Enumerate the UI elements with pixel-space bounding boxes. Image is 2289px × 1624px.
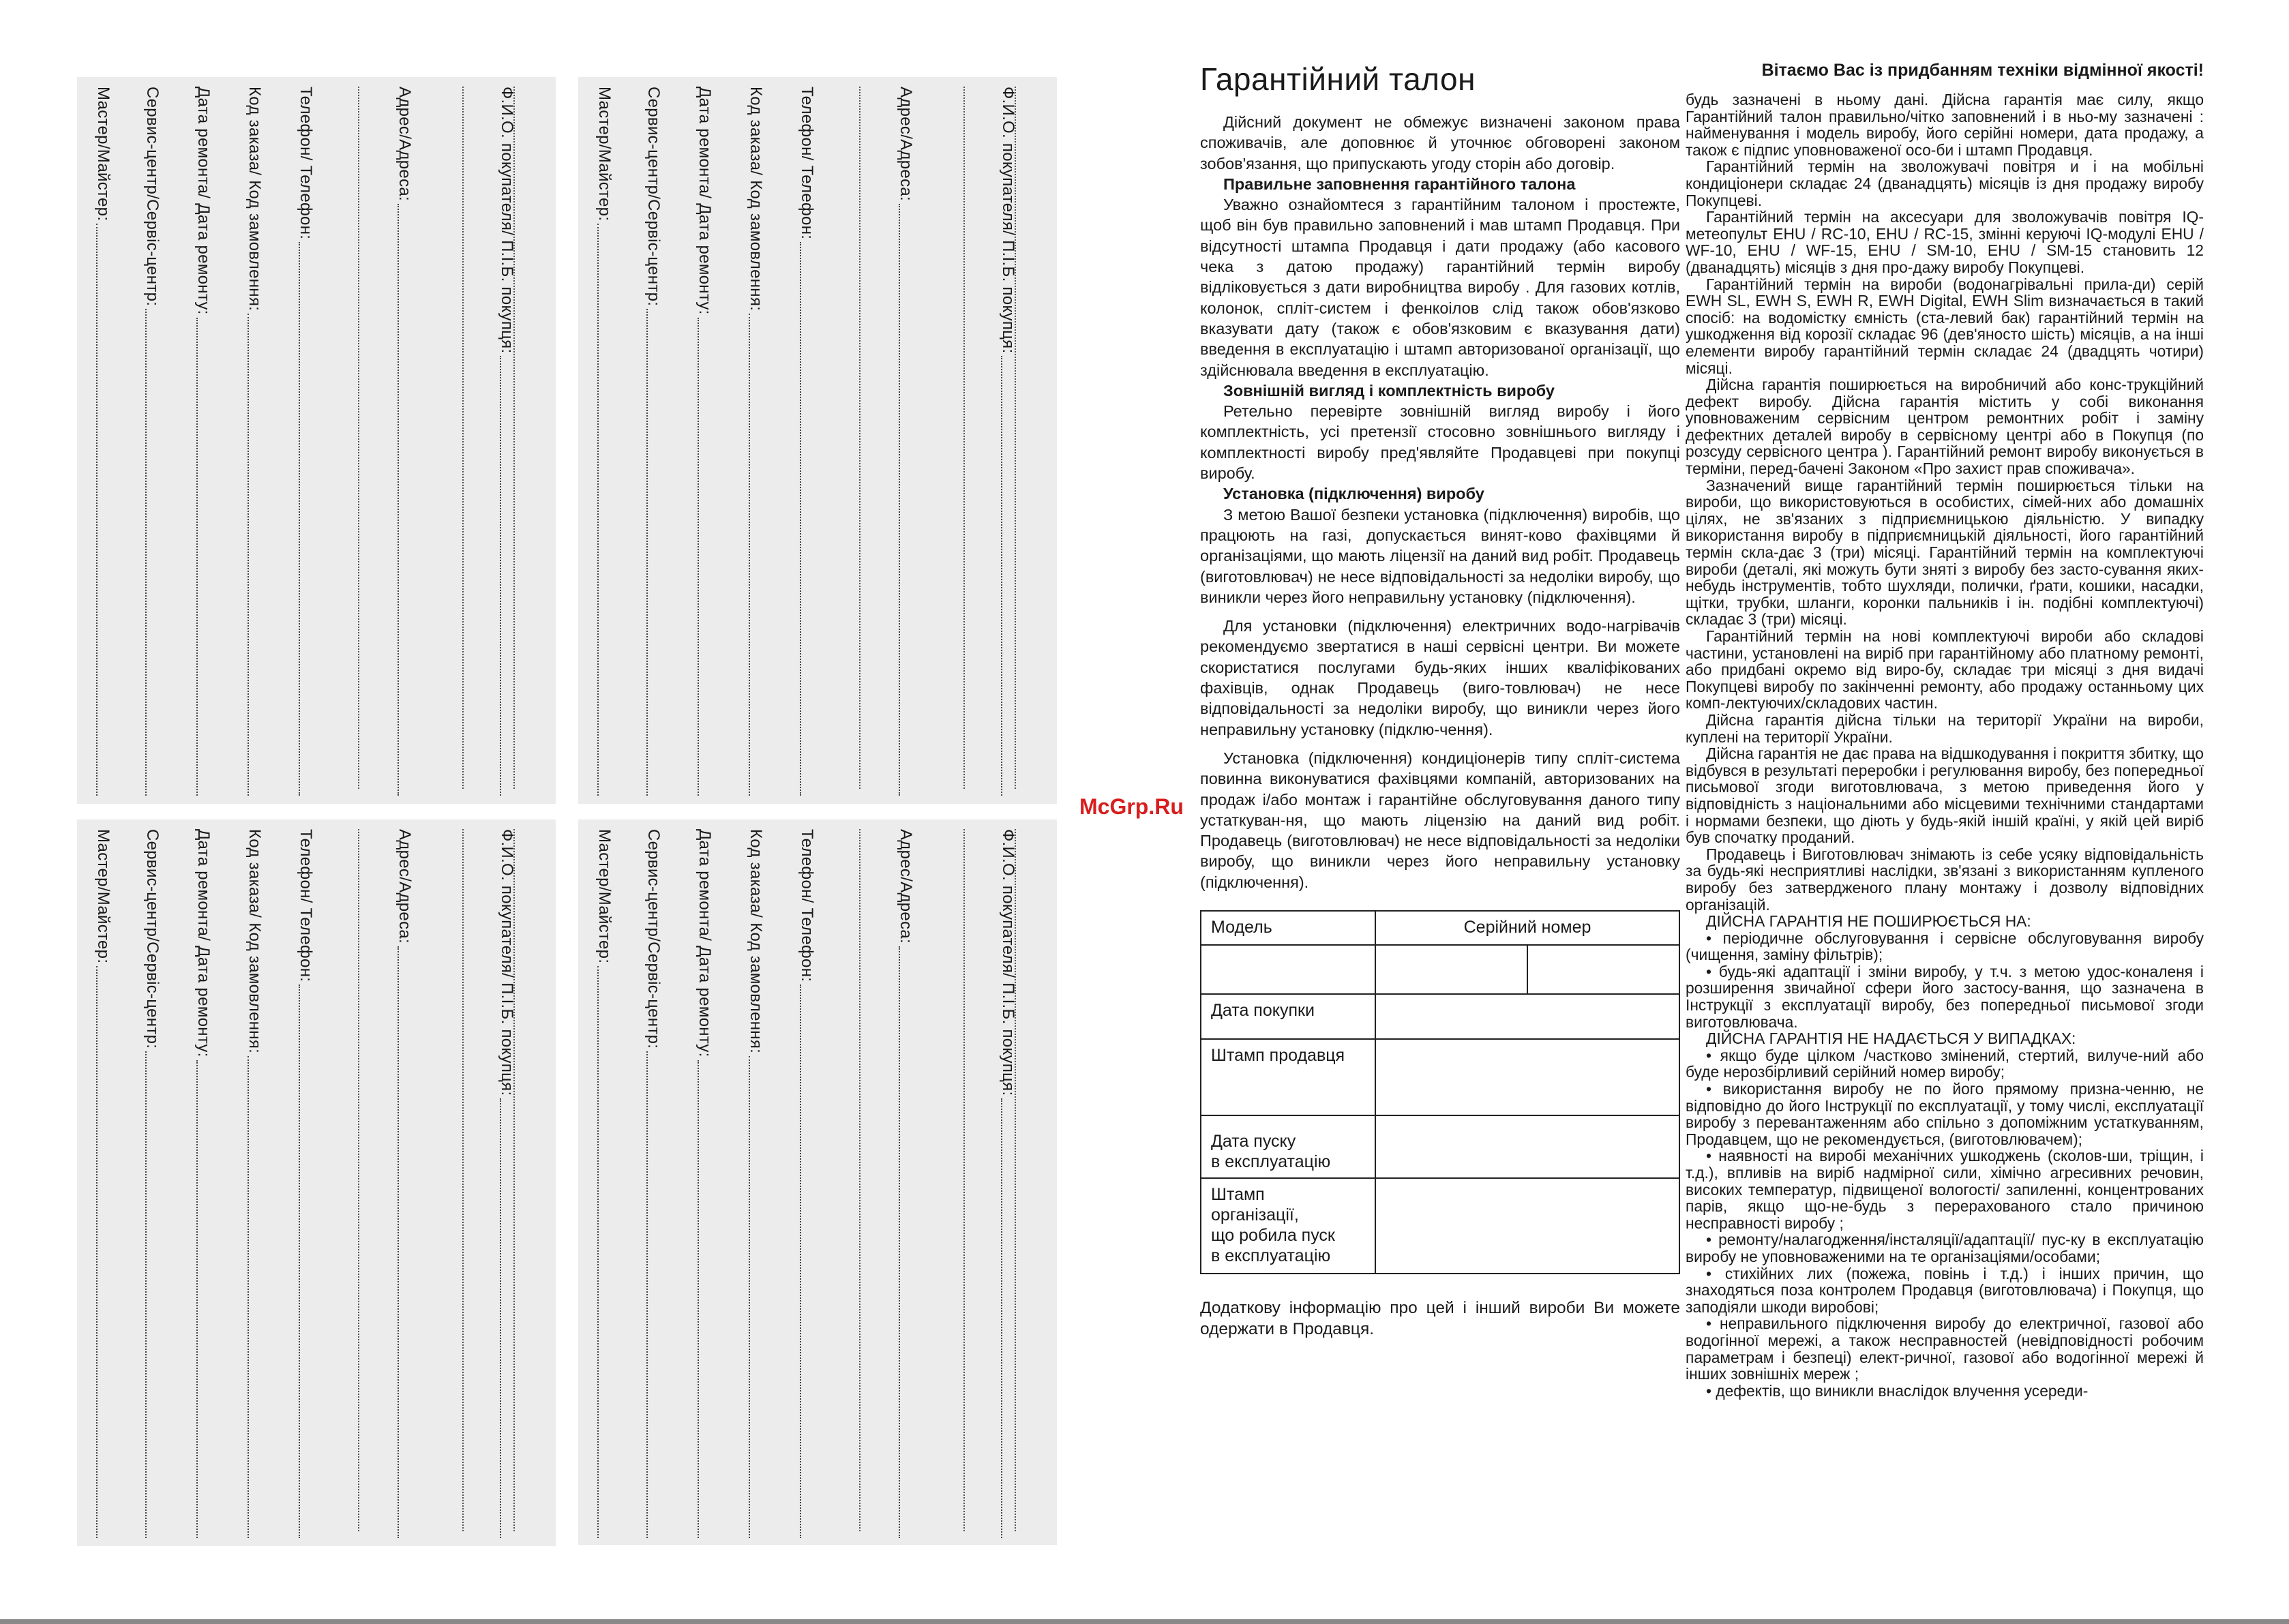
terms-list-item: • наявності на виробі механічних ушкоджень (сколов-ши, тріщин, і т.д.), впливів на виріб надмірної сили, хімічно агресивних речовин, високих температур, підвищеної вологості/ запиленні, концентрованих парів, якщо що-не-будь з перерахованого стало причиною несправності виробу ; xyxy=(1686,1147,2204,1232)
coupon-field-repair-date[interactable] xyxy=(190,829,217,1538)
greeting-heading: Вітаємо Вас із придбанням техніки відмінної якості! xyxy=(1761,61,2204,80)
section-heading-appearance: Зовнішній вигляд і комплектність виробу xyxy=(1223,381,1555,400)
section-text-filling: Уважно ознайомтеся з гарантійним талоном і простежте, щоб він був правильно заповнений і мав штамп Продавця. При відсутності штампа Продавця і дати продажу (або касового чека з датою продажу) гарантійний термін виробу відліковується з дати виробництва виробу . Для газових котлів, колонок, спліт-систем і фенкоілов слід також обов'язково вказувати дату (також є обов'язковим є вказування дати) введення в експлуатацію і штамп авторизованої організації, що здійснювала введення в експлуатацію. xyxy=(1200,196,1680,379)
coupon-field-phone[interactable] xyxy=(292,87,319,796)
coupon-field-service-center[interactable] xyxy=(640,87,667,796)
coupon-label-phone: Телефон/ Телефон: xyxy=(297,829,315,982)
coupon-field-phone[interactable] xyxy=(793,87,820,796)
terms-heading-not-covered: ДІЙСНА ГАРАНТІЯ НЕ ПОШИРЮЄТЬСЯ НА: xyxy=(1706,912,2031,931)
warranty-main-column xyxy=(1200,60,1680,1340)
terms-list-item: • використання виробу не по його прямому призна-ченню, не відповідно до його Інструкції по експлуатації, у тому числі, експлуатації виробу з перевантаженням або спільно з допоміжним устаткуванням, Продавцем, що не рекомендується, (виготовлювачем); xyxy=(1686,1080,2204,1148)
coupon-field-repair-date[interactable] xyxy=(691,829,718,1538)
coupon-label-order-code: Код заказа/ Код замовлення: xyxy=(245,87,264,312)
terms-list-item: • неправильного підключення виробу до електричної, газової або водогінної мережі, а також несправностей (невідповідності робочим параметрам і безпеці) елект-ричної, газової або водогінної мережі й інших зовнішніх мереж ; xyxy=(1686,1314,2204,1383)
coupon-field-service-center[interactable] xyxy=(138,87,166,796)
installation-paragraph-gas: З метою Вашої безпеки установка (підключення) виробів, що працюють на газі, допускається винят-ково фахівцями й організаціями, що мають ліцензії на даний вид робіт. Продавець (виготовлювач) не несе відповідальності за недоліки виробу, що виникли через його неправильну установку (підключення). xyxy=(1200,505,1680,606)
coupon-label-address: Адрес/Адреса: xyxy=(395,829,414,944)
terms-paragraph: Продавець і Виготовлювач знімають із себе усяку відповідальність за будь-які несприятливі наслідки, зв'язані з використанням купленого виробу без затвердженого плану монтажу і дозволу відповідних організацій. xyxy=(1686,845,2204,914)
installation-paragraph-air-conditioners: Установка (підключення) кондиціонерів типу спліт-система повинна виконуватися фахівцями компаній, авторизованих на продаж і/або монтаж і гарантійне обслуговування даного типу устаткуван-ня, що мають ліцензію на даний вид робіт. Продавець (виготовлювач) не несе відповідальності за недоліки виробу, що виникли через його неправильну установку (підключення). xyxy=(1200,749,1680,891)
section-text-appearance: Ретельно перевірте зовнішній вигляд виробу і його комплектність, усі претензії стосовно зовнішнього вигляду і комплектності виробу пред'являйте Продавцеві при покупці виробу. xyxy=(1200,402,1680,483)
coupon-label-address: Адрес/Адреса: xyxy=(897,87,915,201)
coupon-field-service-center[interactable] xyxy=(138,829,166,1538)
coupon-label-service-center: Сервис-центр/Сервіс-центр: xyxy=(143,87,162,307)
coupon-label-name: Ф.И.О. покупателя/ П.І.Б. покупця: xyxy=(999,87,1017,354)
coupon-label-repair-date: Дата ремонта/ Дата ремонту: xyxy=(695,87,714,315)
serial-input-cell-1[interactable] xyxy=(1375,945,1527,994)
coupon-field-master[interactable] xyxy=(89,829,117,1538)
terms-paragraph: Дійсна гарантія дійсна тільки на території України на вироби, куплені на території України. xyxy=(1686,710,2204,746)
coupon-label-master: Мастер/Майстер: xyxy=(595,87,614,222)
coupon-label-phone: Телефон/ Телефон: xyxy=(798,87,816,240)
coupon-label-service-center: Сервис-центр/Сервіс-центр: xyxy=(143,829,162,1049)
terms-paragraph: будь зазначені в ньому дані. Дійсна гарантія має силу, якщо Гарантійний талон правильно/чітко заповнений і в ньо-му зазначені : найменування і модель виробу, його серійні номери, дата продажу, а також є підпис уповноваженої осо-би і штамп Продавця. xyxy=(1686,91,2204,159)
start-date-line-2: в експлуатацію xyxy=(1211,1152,1331,1171)
coupon-field-master[interactable] xyxy=(590,87,618,796)
table-label-serial: Серійний номер xyxy=(1375,911,1679,945)
coupon-field-name[interactable] xyxy=(493,829,520,1538)
start-date-line-1: Дата пуску xyxy=(1211,1131,1296,1151)
warranty-terms-column xyxy=(1686,60,2204,1399)
terms-list-item: • ремонту/налагодження/інсталяції/адаптації/ пус-ку в експлуатацію виробу не уповноваженими на те організаціями/особами; xyxy=(1686,1231,2204,1265)
coupon-field-address[interactable] xyxy=(391,829,418,1538)
warranty-coupon-bottom-right xyxy=(578,819,1057,1545)
warranty-coupon-top-right xyxy=(578,77,1057,804)
coupon-label-name: Ф.И.О. покупателя/ П.І.Б. покупця: xyxy=(498,87,516,354)
org-stamp-line-1: Штамп xyxy=(1211,1184,1265,1204)
terms-paragraph: Гарантійний термін на зволожувачі повітря и і на мобільні кондиціонери складає 24 (дванадцять) місяців із дня продажу виробу Покупцеві. xyxy=(1686,157,2204,209)
coupon-label-order-code: Код заказа/ Код замовлення: xyxy=(245,829,264,1054)
purchase-date-input-cell[interactable] xyxy=(1375,994,1679,1039)
coupon-field-address[interactable] xyxy=(892,829,919,1538)
coupon-blank-line xyxy=(358,87,359,789)
coupon-field-order-code[interactable] xyxy=(241,829,268,1538)
coupon-field-name[interactable] xyxy=(994,829,1021,1538)
coupon-label-address: Адрес/Адреса: xyxy=(897,829,915,944)
coupon-label-service-center: Сервис-центр/Сервіс-центр: xyxy=(644,829,663,1049)
coupon-field-repair-date[interactable] xyxy=(190,87,217,796)
coupon-blank-line xyxy=(462,87,464,789)
coupon-label-address: Адрес/Адреса: xyxy=(395,87,414,201)
coupon-field-master[interactable] xyxy=(590,829,618,1538)
terms-list-item: • якщо буде цілком /частково змінений, стертий, вилуче-ний або буде нерозбірливий серійний номер виробу; xyxy=(1686,1046,2204,1081)
table-label-model: Модель xyxy=(1201,911,1375,945)
terms-list-item: • дефектів, що виникли внаслідок влучення усереди- xyxy=(1706,1381,2089,1400)
serial-input-cell-2[interactable] xyxy=(1527,945,1679,994)
coupon-field-order-code[interactable] xyxy=(742,87,769,796)
intro-paragraph: Дійсний документ не обмежує визначені законом права споживачів, але доповнює й уточнює обговорені законом зобов'язання, що припускають угоду сторін або договір. xyxy=(1200,113,1680,172)
watermark: McGrp.Ru xyxy=(1079,794,1184,819)
coupon-field-name[interactable] xyxy=(493,87,520,796)
terms-paragraph: Гарантійний термін на аксесуари для зволожувачів повітря IQ-метеопульт EHU / RC-10, EHU / RC-15, змінні керуючі IQ-модулі EHU / WF-10, EHU / WF-15, EHU / SM-10, EHU / SM-15 становить 12 (дванадцять) місяців з дня про-дажу виробу Покупцеві. xyxy=(1686,208,2204,276)
table-label-purchase-date: Дата покупки xyxy=(1201,994,1375,1039)
warranty-coupon-top-left xyxy=(77,77,556,804)
start-date-input-cell[interactable] xyxy=(1375,1115,1679,1178)
coupon-label-repair-date: Дата ремонта/ Дата ремонту: xyxy=(194,87,213,315)
warranty-coupon-bottom-left xyxy=(77,819,556,1546)
coupon-label-order-code: Код заказа/ Код замовлення: xyxy=(747,829,765,1054)
coupon-label-order-code: Код заказа/ Код замовлення: xyxy=(747,87,765,312)
coupon-field-name[interactable] xyxy=(994,87,1021,796)
coupon-blank-line xyxy=(963,87,965,789)
table-label-seller-stamp: Штамп продавця xyxy=(1201,1039,1375,1115)
terms-heading-not-provided: ДІЙСНА ГАРАНТІЯ НЕ НАДАЄТЬСЯ У ВИПАДКАХ: xyxy=(1706,1029,2076,1048)
terms-paragraph: Зазначений вище гарантійний термін поширюється тільки на вироби, що використовуються в особистих, сімей-них або домашніх цілях, не зв'язаних з підприємницькою діяльністю. У випадку використання виробу в підприємницькій діяльності, його гарантійний термін скла-дає 3 (три) місяці. Гарантійний термін на комплектуючі вироби (деталі, які можуть бути зняті з виробу без засто-сування яких-небудь інструментів, тобто шухляди, полички, ґрати, кошики, насадки, щітки, трубки, шланги, коронки пальників і ін. подібні комплектуючі) складає 3 (три) місяці. xyxy=(1686,476,2204,629)
coupon-field-order-code[interactable] xyxy=(742,829,769,1538)
installation-paragraph-water-heaters: Для установки (підключення) електричних водо-нагрівачів рекомендуємо звертатися в наші сервісні центри. Ви можете скористатися послугами будь-яких інших кваліфікованих фахівців, однак Продавець (виго-товлювач) не несе відповідальності за недоліки виробу, що виникли через його неправильну установку (підклю-чення). xyxy=(1200,617,1680,738)
section-heading-installation: Установка (підключення) виробу xyxy=(1223,485,1484,503)
terms-list-item: • будь-які адаптації і зміни виробу, у т.ч. з метою удос-коналеня і розширення звичайної сфери його застосу-вання, що зазначена в Інструкції з експлуатації виробу, без попередньої письмової згоди виготовлювача. xyxy=(1686,962,2204,1031)
coupon-label-repair-date: Дата ремонта/ Дата ремонту: xyxy=(695,829,714,1057)
org-stamp-line-3: що робила пуск xyxy=(1211,1225,1335,1245)
coupon-field-order-code[interactable] xyxy=(241,87,268,796)
coupon-blank-line xyxy=(462,829,464,1531)
model-input-cell[interactable] xyxy=(1201,945,1375,994)
table-label-start-date xyxy=(1201,1115,1375,1178)
section-heading-filling: Правильне заповнення гарантійного талона xyxy=(1223,175,1576,193)
org-stamp-line-4: в експлуатацію xyxy=(1211,1246,1331,1265)
page-title: Гарантійний талон xyxy=(1200,61,1476,97)
coupon-blank-line xyxy=(859,829,861,1531)
table-label-organization-stamp xyxy=(1201,1178,1375,1274)
coupon-label-phone: Телефон/ Телефон: xyxy=(297,87,315,240)
organization-stamp-cell[interactable] xyxy=(1375,1178,1679,1274)
warranty-form-table xyxy=(1200,910,1680,1274)
coupon-blank-line xyxy=(963,829,965,1531)
coupon-label-master: Мастер/Майстер: xyxy=(94,829,113,964)
terms-paragraph: Гарантійний термін на нові комплектуючі вироби або складові частини, установлені на виріб при гарантійному або платному ремонті, або придбані окремо від виро-бу, складає три місяці з дня видачі Покупцеві виробу по закінченні ремонту, або продажу останньому цих комп-лектуючих/складових частин. xyxy=(1686,627,2204,712)
terms-list-item: • стихійних лих (пожежа, повінь і т.д.) і інших причин, що знаходяться поза контролем Продавця (виготовлювача) і Покупця, що заподіяли шкоди виробові; xyxy=(1686,1264,2204,1316)
coupon-label-master: Мастер/Майстер: xyxy=(595,829,614,964)
coupon-field-phone[interactable] xyxy=(793,829,820,1538)
terms-paragraph: Гарантійний термін на вироби (водонагрівальні прила-ди) серій EWH SL, EWH S, EWH R, EWH Digital, EWH Slim визначається в такий спосіб: на водомістку ємність (ста-левий бак) гарантійний термін на ушкодження від корозії складає 96 (дев'яносто шість) місяців, а на інші елементи виробу гарантійний термін складає 24 (двадцять чотири) місяці. xyxy=(1686,275,2204,377)
org-stamp-line-2: організації, xyxy=(1211,1205,1299,1224)
coupon-blank-line xyxy=(859,87,861,789)
coupon-field-address[interactable] xyxy=(892,87,919,796)
coupon-field-service-center[interactable] xyxy=(640,829,667,1538)
coupon-label-name: Ф.И.О. покупателя/ П.І.Б. покупця: xyxy=(999,829,1017,1096)
extra-info-paragraph: Додаткову інформацію про цей і інший вироби Ви можете одержати в Продавця. xyxy=(1200,1298,1680,1338)
bottom-divider xyxy=(0,1619,2289,1624)
coupon-label-repair-date: Дата ремонта/ Дата ремонту: xyxy=(194,829,213,1057)
coupon-label-name: Ф.И.О. покупателя/ П.І.Б. покупця: xyxy=(498,829,516,1096)
terms-list-item: • періодичне обслуговування і сервісне обслуговування виробу (чищення, заміну фільтрів); xyxy=(1686,929,2204,964)
coupon-field-repair-date[interactable] xyxy=(691,87,718,796)
coupon-field-address[interactable] xyxy=(391,87,418,796)
coupon-label-service-center: Сервис-центр/Сервіс-центр: xyxy=(644,87,663,307)
coupon-label-phone: Телефон/ Телефон: xyxy=(798,829,816,982)
coupon-field-master[interactable] xyxy=(89,87,117,796)
seller-stamp-cell[interactable] xyxy=(1375,1039,1679,1115)
terms-paragraph: Дійсна гарантія не дає права на відшкодування і покриття збитку, що відбувся в результаті переробки і регулювання виробу, без попередньої письмової згоди виготовлювача, з метою приведення його у відповідність з національними або місцевими технічними стандартами і нормами безпеки, що діють у будь-якій іншій країні, у якій цей виріб був спочатку проданий. xyxy=(1686,745,2204,847)
coupon-field-phone[interactable] xyxy=(292,829,319,1538)
coupon-blank-line xyxy=(358,829,359,1531)
coupon-label-master: Мастер/Майстер: xyxy=(94,87,113,222)
terms-paragraph: Дійсна гарантія поширюється на виробничий або конс-трукційний дефект виробу. Дійсна гарантія містить у собі виконання уповноваженим сервісним центром ремонтних робіт і заміну дефектних деталей виробу в сервісному центрі або в Покупця (по розсуду сервісного центра ). Гарантійний ремонт виробу виконується в терміни, перед-бачені Законом «Про захист прав споживача». xyxy=(1686,376,2204,478)
